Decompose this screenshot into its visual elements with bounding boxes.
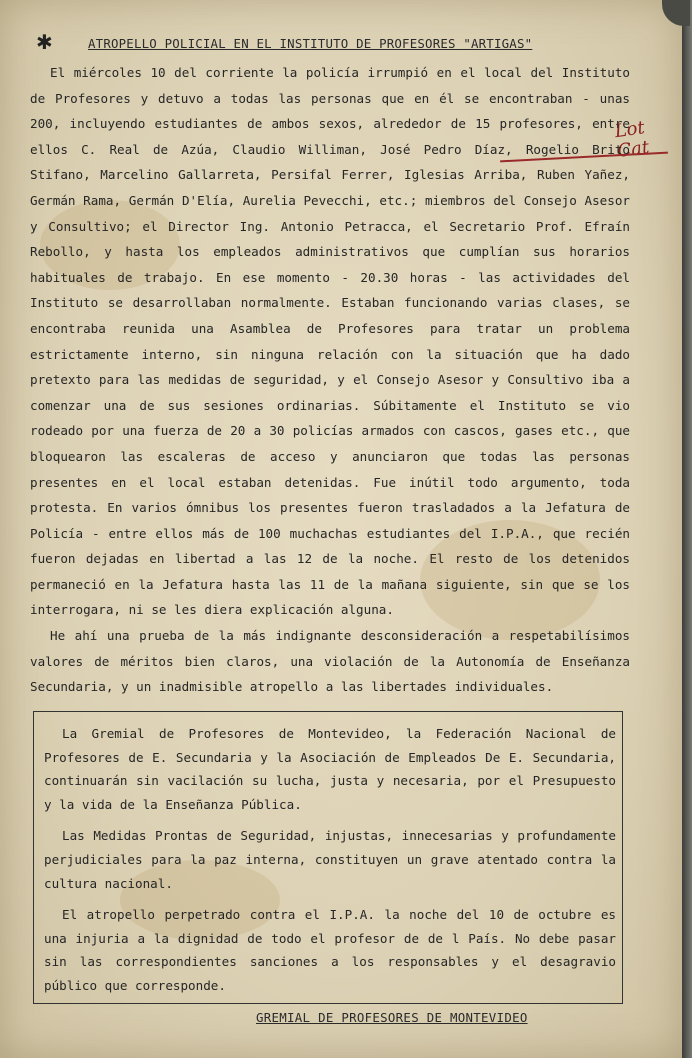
- body-paragraph: He ahí una prueba de la más indignante desconsideración a respetabilísimos valores de méritos bien claros, una violación de la Autonomía de Enseñanza Secundaria, y un inadmisible atropello a las libertades individuales.: [30, 628, 630, 695]
- page-edge: [682, 0, 692, 1058]
- box-paragraph: El atropello perpetrado contra el I.P.A. la noche del 10 de octubre es una injuria a la dignidad de todo el profesor de de l País. No debe pasar sin las correspondientes sanciones a los responsables y el desagravio público que corresponde.: [44, 907, 616, 993]
- body-paragraph: El miércoles 10 del corriente la policía irrumpió en el local del Instituto de Profesores y detuvo a todas las personas que en él se encontraban - unas 200, incluyendo estudiantes de ambos sexos, alrededor de 15 profesores, entre ellos C. Real de Azúa, Claudio Williman, José Pedro Díaz, Rogelio Brito Stifano, Marcelino Gallarreta, Persifal Ferrer, Iglesias Arriba, Ruben Yañez, Germán Rama, Germán D'Elía, Aurelia Pevecchi, etc.; miembros del Consejo Asesor y Consultivo; el Director Ing. Antonio Petracca, el Secretario Prof. Efraín Rebollo, y hasta los empleados administrativos que cumplían sus horarios habituales de trabajo. En ese momento - 20.30 horas - las actividades del Instituto se desarrollaban normalmente. Estaban funcionando varias clases, se encontraba reunida una Asamblea de Profesores para tratar un problema estrictamente interno, sin ninguna relación con la situación que ha dado pretexto para las medidas de seguridad, y el Consejo Asesor y Consultivo iba a comenzar una de sus sesiones ordinarias. Súbitamente el Instituto se vio rodeado por una fuerza de 20 a 30 policías armados con cascos, gases etc., que bloquearon las escaleras de acceso y anunciaron que todas las personas presentes en el local estaban detenidas. Fue inútil todo argumento, toda protesta. En varios ómnibus los presentes fueron trasladados a la Jefatura de Policía - entre ellos más de 100 muchachas estudiantes del I.P.A., que recién fueron dejadas en libertad a las 12 de la noche. El resto de los detenidos permaneció en la Jefatura hasta las 11 de la mañana siguiente, sin que se los interrogara, ni se les diera explicación alguna.: [30, 65, 630, 618]
- box-paragraph: Las Medidas Prontas de Seguridad, injustas, innecesarias y profundamente perjudiciales para la paz interna, constituyen un grave atentado contra la cultura nacional.: [44, 828, 616, 891]
- document-title: ATROPELLO POLICIAL EN EL INSTITUTO DE PROFESORES "ARTIGAS": [88, 36, 533, 51]
- statement-box: [33, 711, 623, 1004]
- document-body: [30, 60, 630, 700]
- handwritten-annotation: Lot Cat: [613, 117, 651, 162]
- box-paragraph: La Gremial de Profesores de Montevideo, la Federación Nacional de Profesores de E. Secundaria y la Asociación de Empleados De E. Secundaria, continuarán sin vacilación su lucha, justa y necesaria, por el Presupuesto y la vida de la Enseñanza Pública.: [44, 726, 616, 812]
- document-signature: GREMIAL DE PROFESORES DE MONTEVIDEO: [256, 1010, 528, 1025]
- margin-mark-icon: ✱: [36, 30, 53, 54]
